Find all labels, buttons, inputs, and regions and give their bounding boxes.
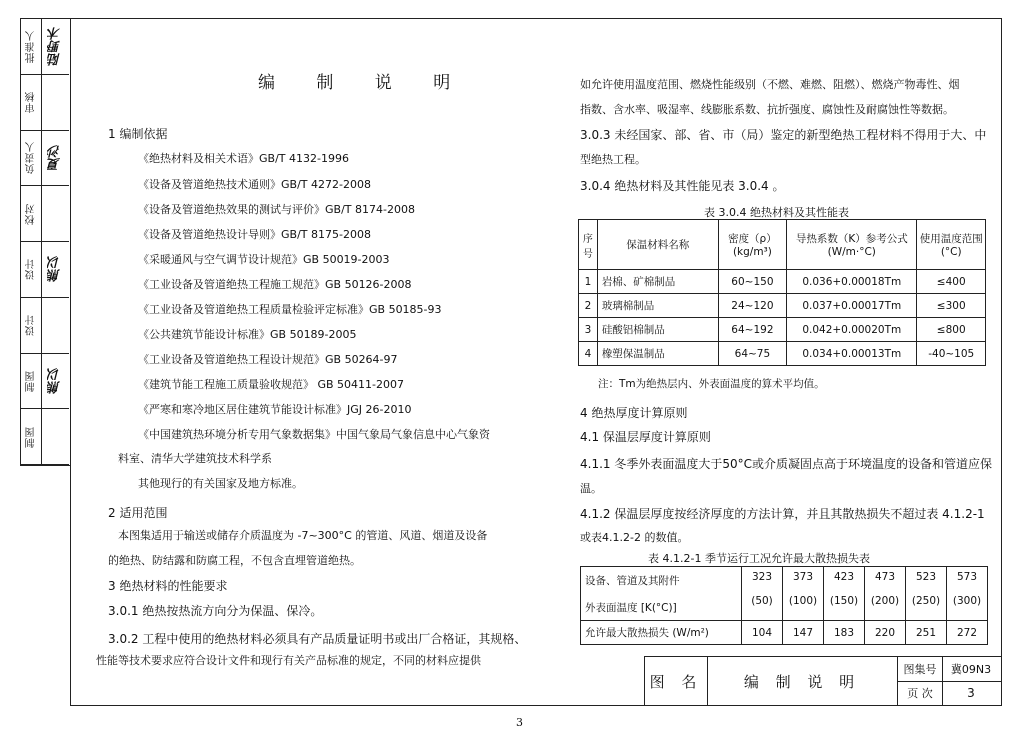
signature-role: 负责人 [21,131,42,186]
text-line: 性能等技术要求应符合设计文件和现行有关产品标准的规定，不同的材料应提供 [96,654,481,667]
signature-cell [21,298,69,354]
celsius-value: (300) [952,595,982,607]
text-line: 其他现行的有关国家及地方标准。 [138,477,303,490]
signature-cell [21,19,69,75]
celsius-value: (150) [829,595,859,607]
signature [41,409,69,464]
signature-cell [21,186,69,242]
signature-column [20,18,70,466]
table-cell: ≤300 [917,294,986,318]
materials-table [578,219,986,366]
table-cell: 橡塑保温制品 [597,342,718,366]
table2-cell [824,567,865,621]
table-cell: 64~192 [718,318,786,342]
signature: 陆野木 [47,26,63,66]
table-cell: 0.036+0.00018Tm [787,270,917,294]
signature-cell [21,75,69,131]
signature [41,298,69,353]
signature-cell [21,354,69,410]
text-line: 4 绝热厚度计算原则 [580,406,688,420]
table-row [579,294,986,318]
signature [41,75,69,130]
signature [41,186,69,241]
table2-cell [783,567,824,621]
celsius-value: (100) [788,595,818,607]
table-cell: ≤400 [917,270,986,294]
text-line: 3.0.4 绝热材料及其性能见表 3.0.4 。 [580,179,785,193]
heat-loss-table [580,566,988,645]
text-line: 的绝热、防结露和防腐工程，不包含直埋管道绝热。 [108,554,361,567]
signature: 熊以 [47,256,63,283]
table1-header: 序号 [579,220,598,270]
table1-header: 使用温度范围 (°C) [917,220,986,270]
loss-value: 251 [906,621,947,645]
loss-value: 220 [865,621,906,645]
table-row [579,318,986,342]
text-line: 料室、清华大学建筑技术科学系 [118,452,272,465]
text-line: 本图集适用于输送或储存介质温度为 -7~300°C 的管道、风道、烟道及设备 [118,529,488,542]
text-line: 《设备及管道绝热技术通则》GB/T 4272-2008 [138,178,371,191]
table-cell: 2 [579,294,598,318]
table-row [579,342,986,366]
text-line: 3.0.3 未经国家、部、省、市（局）鉴定的新型绝热工程材料不得用于大、中 [580,128,987,142]
signature-role: 批准人 [21,19,42,74]
text-line: 《工业设备及管道绝热工程施工规范》GB 50126-2008 [138,278,412,291]
table2-row-label: 设备、管道及其附件 [581,567,742,595]
text-line: 《采暖通风与空气调节设计规范》GB 50019-2003 [138,253,390,266]
loss-value: 183 [824,621,865,645]
table-cell: 3 [579,318,598,342]
page-title: 编 制 说 明 [258,73,469,93]
table-cell: ≤800 [917,318,986,342]
table-cell: 24~120 [718,294,786,318]
text-line: 2 适用范围 [108,506,168,520]
table1-caption: 表 3.0.4 绝热材料及其性能表 [704,206,849,219]
text-line: 《建筑节能工程施工质量验收规范》 GB 50411-2007 [138,378,405,391]
text-line: 《工业设备及管道绝热工程设计规范》GB 50264-97 [138,353,398,366]
loss-value: 272 [947,621,988,645]
title-block [644,656,1002,706]
table2-caption: 表 4.1.2-1 季节运行工况允许最大散热损失表 [648,552,870,565]
loss-value: 104 [742,621,783,645]
text-line: 温。 [580,482,602,495]
text-line: 指数、含水率、吸湿率、线膨胀系数、抗折强度、腐蚀性及耐腐蚀性等数据。 [580,103,954,116]
signature-role: 设计 [21,242,42,297]
text-line: 型绝热工程。 [580,153,646,166]
text-line: 《严寒和寒冷地区居住建筑节能设计标准》JGJ 26-2010 [138,403,412,416]
table1-note: 注：Tm为绝热层内、外表面温度的算术平均值。 [598,378,825,390]
signature-role: 制图 [21,409,42,464]
text-line: 4.1.2 保温层厚度按经济厚度的方法计算，并且其散热损失不超过表 4.1.2-1 [580,507,985,521]
kelvin-value: 323 [751,571,773,583]
signature-role: 制图 [21,354,42,409]
kelvin-value: 423 [833,571,855,583]
table2-row-label: 外表面温度 [K(°C)] [581,595,742,621]
atlas-no: 冀09N3 [941,657,1001,682]
text-line: 4.1.1 冬季外表面温度大于50°C或介质凝固点高于环境温度的设备和管道应保 [580,457,992,471]
table-cell: -40~105 [917,342,986,366]
text-line: 《绝热材料及相关术语》GB/T 4132-1996 [138,152,349,165]
table-cell: 0.042+0.00020Tm [787,318,917,342]
text-line: 3.0.1 绝热按热流方向分为保温、保冷。 [108,604,323,618]
table-cell: 4 [579,342,598,366]
title-block-label: 图 名 [645,657,708,705]
text-line: 《中国建筑热环境分析专用气象数据集》中国气象局气象信息中心气象资 [138,428,490,441]
table-cell: 玻璃棉制品 [597,294,718,318]
kelvin-value: 373 [792,571,814,583]
page-no: 3 [967,686,975,700]
table2-row-label: 允许最大散热损失 (W/m²) [581,621,742,645]
signature-role: 审核 [21,75,42,130]
text-line: 《公共建筑节能设计标准》GB 50189-2005 [138,328,357,341]
signature-role: 校对 [21,186,42,241]
text-line: 《工业设备及管道绝热工程质量检验评定标准》GB 50185-93 [138,303,442,316]
table1-header: 保温材料名称 [597,220,718,270]
text-line: 3 绝热材料的性能要求 [108,579,228,593]
signature: 夏沙 [47,144,63,171]
text-line: 或表4.1.2-2 的数值。 [580,531,689,544]
kelvin-value: 573 [956,571,978,583]
page-number: 3 [516,716,523,729]
text-line: 如允许使用温度范围、燃烧性能级别（不燃、难燃、阻燃）、燃烧产物毒性、烟 [580,78,960,91]
table2-cell [742,567,783,621]
text-line: 《设备及管道绝热效果的测试与评价》GB/T 8174-2008 [138,203,415,216]
signature-role: 设计 [21,298,42,353]
text-line: 3.0.2 工程中使用的绝热材料必须具有产品质量证明书或出厂合格证，其规格、 [108,632,527,646]
text-line: 1 编制依据 [108,127,168,141]
table-cell: 0.034+0.00013Tm [787,342,917,366]
loss-value: 147 [783,621,824,645]
text-line: 《设备及管道绝热设计导则》GB/T 8175-2008 [138,228,371,241]
signature-cell [21,242,69,298]
table2-cell [947,567,988,621]
table-row [579,270,986,294]
table1-header: 导热系数（K）参考公式 (W/m·°C) [787,220,917,270]
table-cell: 1 [579,270,598,294]
title-block-name: 编 制 说 明 [743,672,861,691]
table2-cell [906,567,947,621]
signature: 熊以 [47,367,63,394]
table-cell: 硅酸铝棉制品 [597,318,718,342]
atlas-no-label: 图集号 [897,657,943,682]
celsius-value: (200) [870,595,900,607]
table-cell: 0.037+0.00017Tm [787,294,917,318]
page-no-label: 页 次 [897,681,943,705]
table2-cell [865,567,906,621]
kelvin-value: 523 [915,571,937,583]
table-cell: 60~150 [718,270,786,294]
kelvin-value: 473 [874,571,896,583]
signature-cell [21,409,69,465]
table-cell: 64~75 [718,342,786,366]
text-line: 4.1 保温层厚度计算原则 [580,430,711,444]
celsius-value: (250) [911,595,941,607]
table1-header: 密度（ρ）(kg/m³) [718,220,786,270]
signature-cell [21,131,69,187]
table-cell: 岩棉、矿棉制品 [597,270,718,294]
celsius-value: (50) [751,595,773,607]
